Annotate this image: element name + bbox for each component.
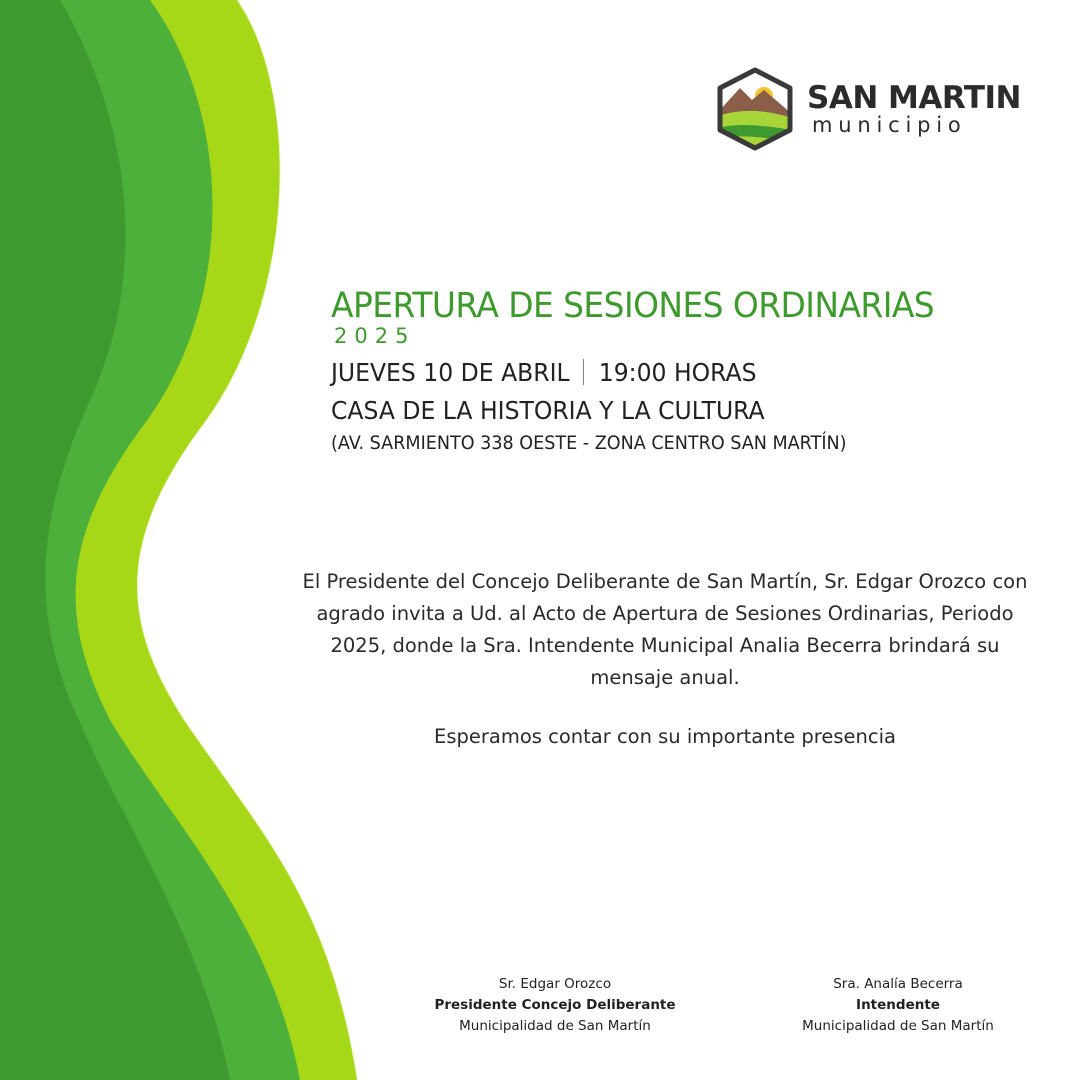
logo-subtitle: municipio	[812, 113, 967, 137]
signature-role: Intendente	[856, 997, 940, 1013]
event-date: JUEVES 10 DE ABRIL	[331, 358, 570, 387]
municipio-logo	[712, 66, 1032, 156]
closing-text: Esperamos contar con su importante presencia	[434, 725, 896, 748]
signature-org: Municipalidad de San Martín	[802, 1018, 994, 1034]
event-datetime	[331, 358, 757, 387]
event-address: (AV. SARMIENTO 338 OESTE - ZONA CENTRO SAN MARTÍN)	[331, 432, 847, 454]
signature-role: Presidente Concejo Deliberante	[434, 997, 676, 1013]
signature-org: Municipalidad de San Martín	[459, 1018, 651, 1034]
signature-intendente	[748, 974, 1048, 1037]
signature-president	[405, 974, 705, 1037]
event-time: 19:00 HORAS	[598, 358, 757, 387]
divider	[583, 359, 584, 385]
event-year: 2025	[334, 324, 416, 348]
event-title: APERTURA DE SESIONES ORDINARIAS	[331, 286, 935, 326]
logo-name: SAN MARTIN	[807, 80, 1021, 116]
event-venue: CASA DE LA HISTORIA Y LA CULTURA	[331, 396, 765, 425]
invitation-text: El Presidente del Concejo Deliberante de San Martín, Sr. Edgar Orozco con agrado invita a Ud. al Acto de Apertura de Sesiones Ordinarias, Periodo 2025, donde la Sra. Intendente Municipal Analia Becerra brindará su mensaje anual.	[302, 570, 1028, 689]
signature-name: Sr. Edgar Orozco	[498, 976, 612, 992]
hexagon-landscape-icon	[712, 66, 798, 152]
signature-name: Sra. Analía Becerra	[833, 976, 963, 992]
